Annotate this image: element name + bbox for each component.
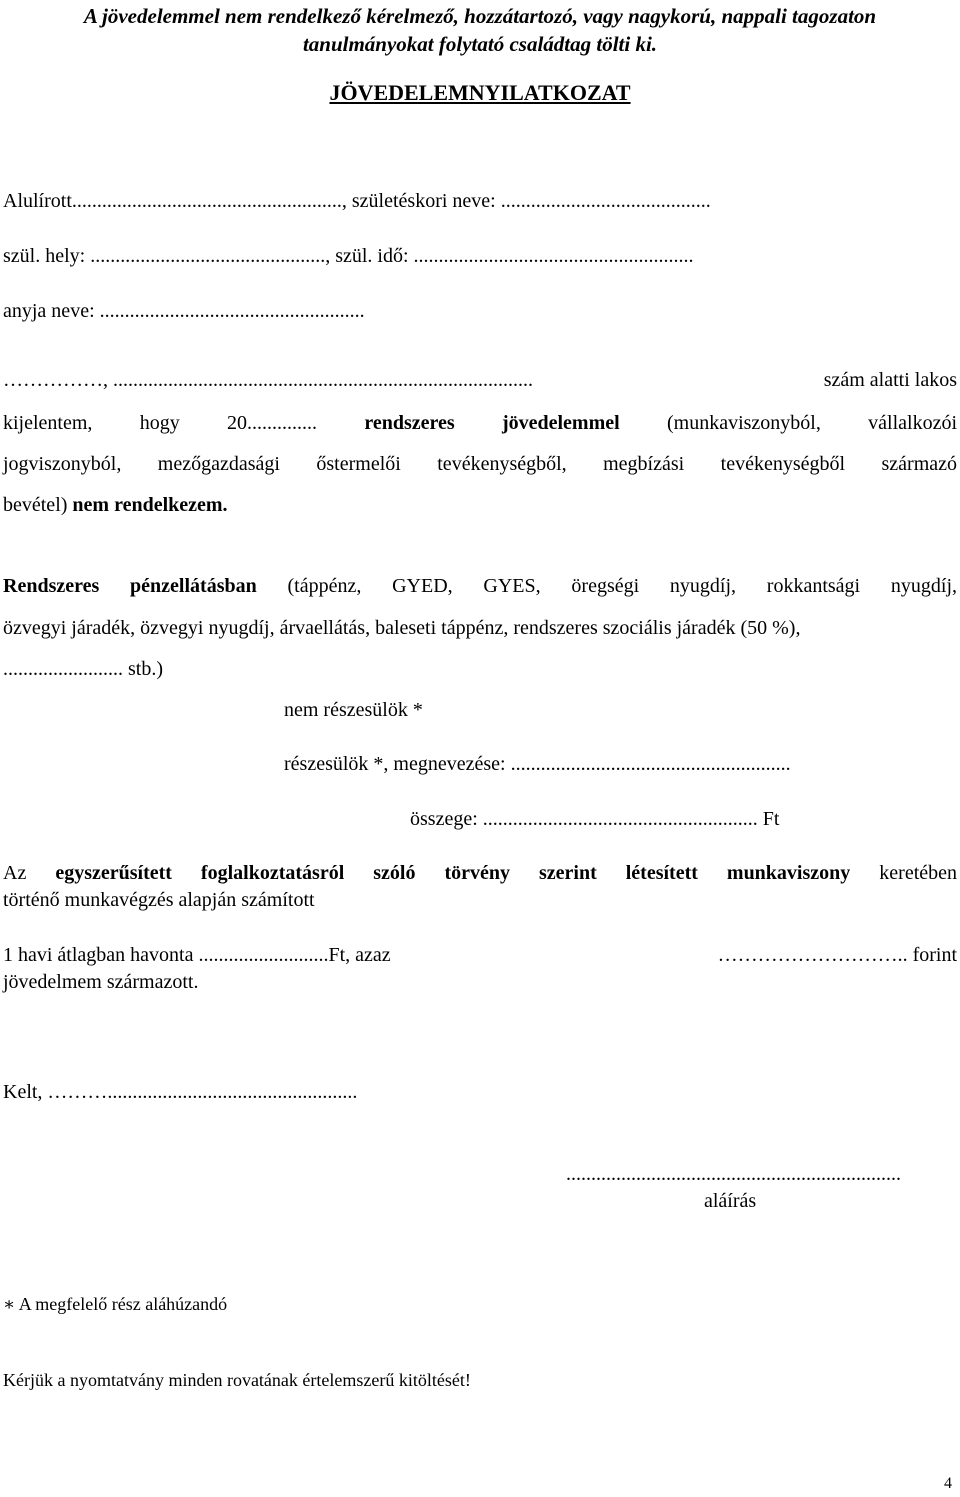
declaration-line-1-rest: (munkaviszonyból, vállalkozói xyxy=(666,412,958,434)
declaration-year-text[interactable]: kijelentem, hogy 20.............. xyxy=(3,412,318,434)
benefits-line-1-rest: (táppénz, GYED, GYES, öregségi nyugdíj, rokkantsági nyugdíj, xyxy=(287,575,957,597)
benefits-line-2: özvegyi járadék, özvegyi nyugdíj, árvaellátás, baleseti táppénz, rendszeres szociális járadék (50 %), xyxy=(3,617,801,639)
page-number: 4 xyxy=(944,1475,952,1492)
header-line-1: A jövedelemmel nem rendelkező kérelmező, hozzátartozó, vagy nagykorú, nappali tagozaton xyxy=(83,4,877,28)
option-not-receiving[interactable]: nem részesülök * xyxy=(284,699,423,721)
benefits-line-1 xyxy=(3,574,957,598)
benefits-line-3[interactable]: ........................ stb.) xyxy=(3,658,163,680)
simplified-line-2: történő munkavégzés alapján számított xyxy=(3,889,315,911)
declaration-line-3-text: bevétel) xyxy=(3,494,68,516)
address-suffix: szám alatti lakos xyxy=(823,369,957,391)
monthly-average-field[interactable]: 1 havi átlagban havonta ..........................Ft, azaz xyxy=(3,944,391,966)
declaration-line-3 xyxy=(3,493,228,517)
simplified-line-1 xyxy=(3,861,957,885)
footnote-text: A megfelelő rész aláhúzandó xyxy=(18,1294,228,1314)
declaration-line-1 xyxy=(3,411,957,435)
declaration-bold-no-income: nem rendelkezem. xyxy=(72,494,228,516)
signature-label: aláírás xyxy=(704,1190,757,1212)
birth-field-line[interactable]: szül. hely: ..............................................., szül. idő: ........................................................ xyxy=(3,245,694,267)
benefits-bold-title: Rendszeres pénzellátásban xyxy=(3,575,257,597)
declaration-bold-income: rendszeres jövedelemmel xyxy=(364,412,620,434)
mother-name-field-line[interactable]: anyja neve: ..................................................... xyxy=(3,300,365,322)
simplified-line-1-end: keretében xyxy=(879,862,958,884)
simplified-line-4: jövedelmem származott. xyxy=(3,971,199,993)
footnote xyxy=(3,1293,227,1315)
address-field-line[interactable]: ……………, .................................................................................... xyxy=(3,369,533,391)
document-title: JÖVEDELEMNYILATKOZAT xyxy=(329,80,631,105)
footnote-asterisk-icon: ∗ xyxy=(3,1294,16,1314)
date-field-line[interactable]: Kelt, ……….................................................. xyxy=(3,1081,358,1103)
header-line-2: tanulmányokat folytató családtag tölti ki. xyxy=(302,32,658,56)
option-receiving[interactable]: részesülök *, megnevezése: ........................................................ xyxy=(284,753,791,775)
name-field-line[interactable]: Alulírott......................................................, születéskori neve: .......................................... xyxy=(3,190,711,212)
form-header xyxy=(0,2,960,58)
amount-in-words-field[interactable]: ……………………….. forint xyxy=(717,944,957,966)
simplified-bold-law: egyszerűsített foglalkoztatásról szóló törvény szerint létesített munkaviszony xyxy=(55,862,851,884)
signature-line[interactable]: ................................................................... xyxy=(566,1163,901,1185)
closing-note: Kérjük a nyomtatvány minden rovatának értelemszerű kitöltését! xyxy=(3,1370,471,1390)
declaration-line-2: jogviszonyból, mezőgazdasági őstermelői tevékenységből, megbízási tevékenységből származó xyxy=(3,453,957,475)
simplified-line-1-start: Az xyxy=(3,862,27,884)
benefit-amount-field[interactable]: összege: ....................................................... Ft xyxy=(410,808,780,830)
